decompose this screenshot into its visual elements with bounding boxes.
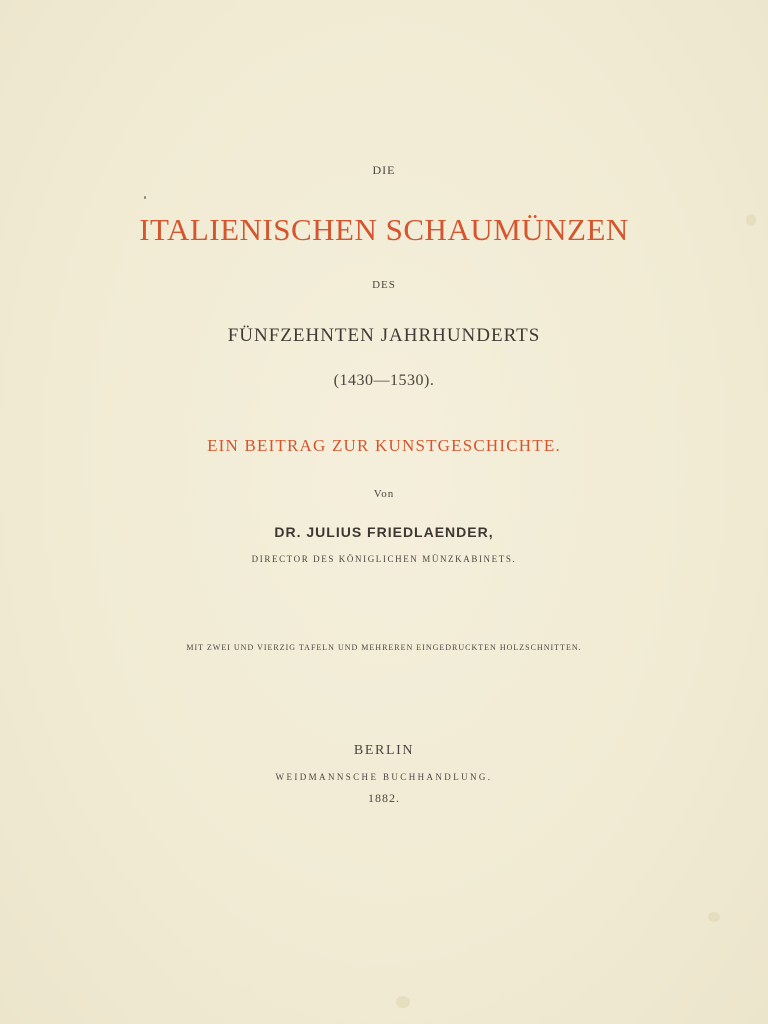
author-role: DIRECTOR DES KÖNIGLICHEN MÜNZKABINETS. (251, 554, 517, 564)
paper-stain (396, 996, 410, 1008)
title-des: DES (372, 279, 396, 291)
von-label: Von (373, 488, 395, 500)
subtitle: FÜNFZEHNTEN JAHRHUNDERTS (227, 325, 541, 346)
publication-place: BERLIN (353, 743, 415, 758)
ink-dot (144, 196, 146, 199)
plates-note: MIT ZWEI UND VIERZIG TAFELN UND MEHREREN EINGEDRUCKTEN HOLZSCHNITTEN. (186, 643, 582, 652)
year-range: (1430—1530). (333, 372, 435, 389)
publisher: WEIDMANNSCHE BUCHHANDLUNG. (275, 772, 493, 782)
paper-stain (708, 912, 720, 922)
publication-year: 1882. (368, 791, 400, 805)
author-name: DR. JULIUS FRIEDLAENDER, (274, 524, 494, 540)
beitrag-line: EIN BEITRAG ZUR KUNSTGESCHICHTE. (207, 436, 561, 455)
main-title: ITALIENISCHEN SCHAUMÜNZEN (139, 212, 629, 247)
title-article: DIE (372, 163, 396, 177)
paper-stain (746, 214, 756, 226)
